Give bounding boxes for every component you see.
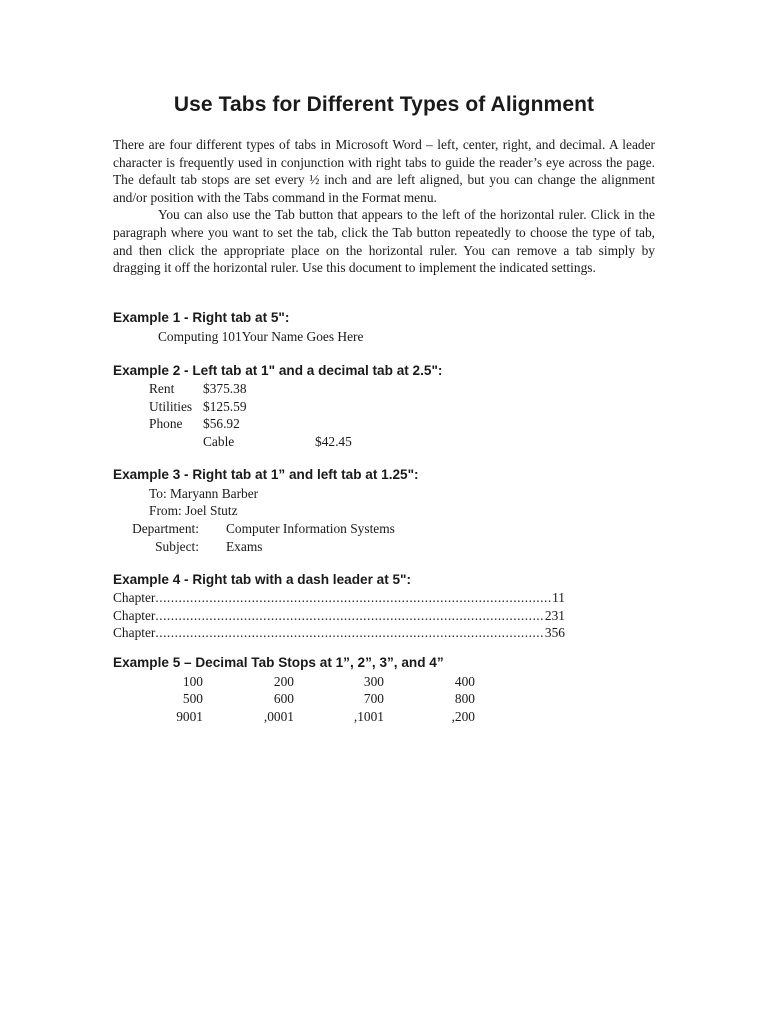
toc-label: Chapter (113, 625, 156, 640)
dot-leader (155, 624, 545, 641)
example-1-text: Computing 101Your Name Goes Here (158, 329, 364, 344)
example-3-heading: Example 3 - Right tab at 1” and left tab at 1.25": (113, 467, 419, 482)
example-2-value: $125.59 (203, 399, 247, 414)
example-2-value: $375.38 (203, 381, 247, 396)
example-5-heading: Example 5 – Decimal Tab Stops at 1”, 2”, 3”, and 4” (113, 655, 444, 670)
decimal-cell: 200 (273, 674, 294, 689)
decimal-cell: ,200 (451, 709, 475, 724)
toc-row (113, 624, 565, 641)
decimal-cell: ,1001 (353, 709, 384, 724)
example-2-value: $56.92 (203, 416, 240, 431)
toc-row (113, 589, 565, 606)
toc-label: Chapter (113, 590, 156, 605)
example-2-label: Phone (149, 416, 183, 431)
intro-paragraph-2: You can also use the Tab button that appears to the left of the horizontal ruler. Click in the paragraph where you want to set the tab, click the Tab button repeatedly to choose the type of tab, and then click the appropriate place on the horizontal ruler. You can remove a tab simply by dragging it off the horizontal ruler. Use this document to implement the indicated settings. (113, 207, 655, 276)
toc-label: Chapter (113, 608, 156, 623)
decimal-cell: ,0001 (263, 709, 294, 724)
example-4-heading: Example 4 - Right tab with a dash leader at 5": (113, 572, 412, 587)
decimal-cell: 9001 (176, 709, 203, 724)
example-3-department-label: Department: (132, 521, 199, 536)
example-3-subject-label: Subject: (155, 539, 199, 554)
intro-text (113, 136, 655, 277)
decimal-cell: 800 (454, 691, 475, 706)
example-3-department-value: Computer Information Systems (226, 521, 395, 536)
decimal-cell: 700 (363, 691, 384, 706)
decimal-cell: 400 (454, 674, 475, 689)
decimal-cell: 100 (182, 674, 203, 689)
toc-number: 11 (552, 590, 565, 605)
intro-paragraph-1: There are four different types of tabs in Microsoft Word – left, center, right, and decimal. A leader character is frequently used in conjunction with right tabs to guide the reader’s eye across the page. The default tab stops are set every ½ inch and are left aligned, but you can change the alignment and/or position with the Tabs command in the Format menu. (113, 137, 655, 205)
example-2-cable-label: Cable (203, 434, 235, 449)
example-2-heading: Example 2 - Left tab at 1" and a decimal tab at 2.5": (113, 363, 443, 378)
example-2-label: Rent (149, 381, 175, 396)
example-3-to: To: Maryann Barber (149, 486, 259, 501)
toc-number: 231 (544, 608, 565, 623)
toc-number: 356 (544, 625, 565, 640)
decimal-cell: 300 (363, 674, 384, 689)
example-1-heading: Example 1 - Right tab at 5": (113, 310, 290, 325)
example-3-subject-value: Exams (226, 539, 263, 554)
example-2-label: Utilities (149, 399, 193, 414)
toc-row (113, 607, 565, 624)
dot-leader (155, 607, 545, 624)
dot-leader (155, 589, 552, 606)
decimal-cell: 600 (273, 691, 294, 706)
document-title: Use Tabs for Different Types of Alignment (173, 93, 595, 116)
example-3-from: From: Joel Stutz (149, 503, 238, 518)
example-2-cable-value: $42.45 (315, 434, 352, 449)
decimal-cell: 500 (182, 691, 203, 706)
